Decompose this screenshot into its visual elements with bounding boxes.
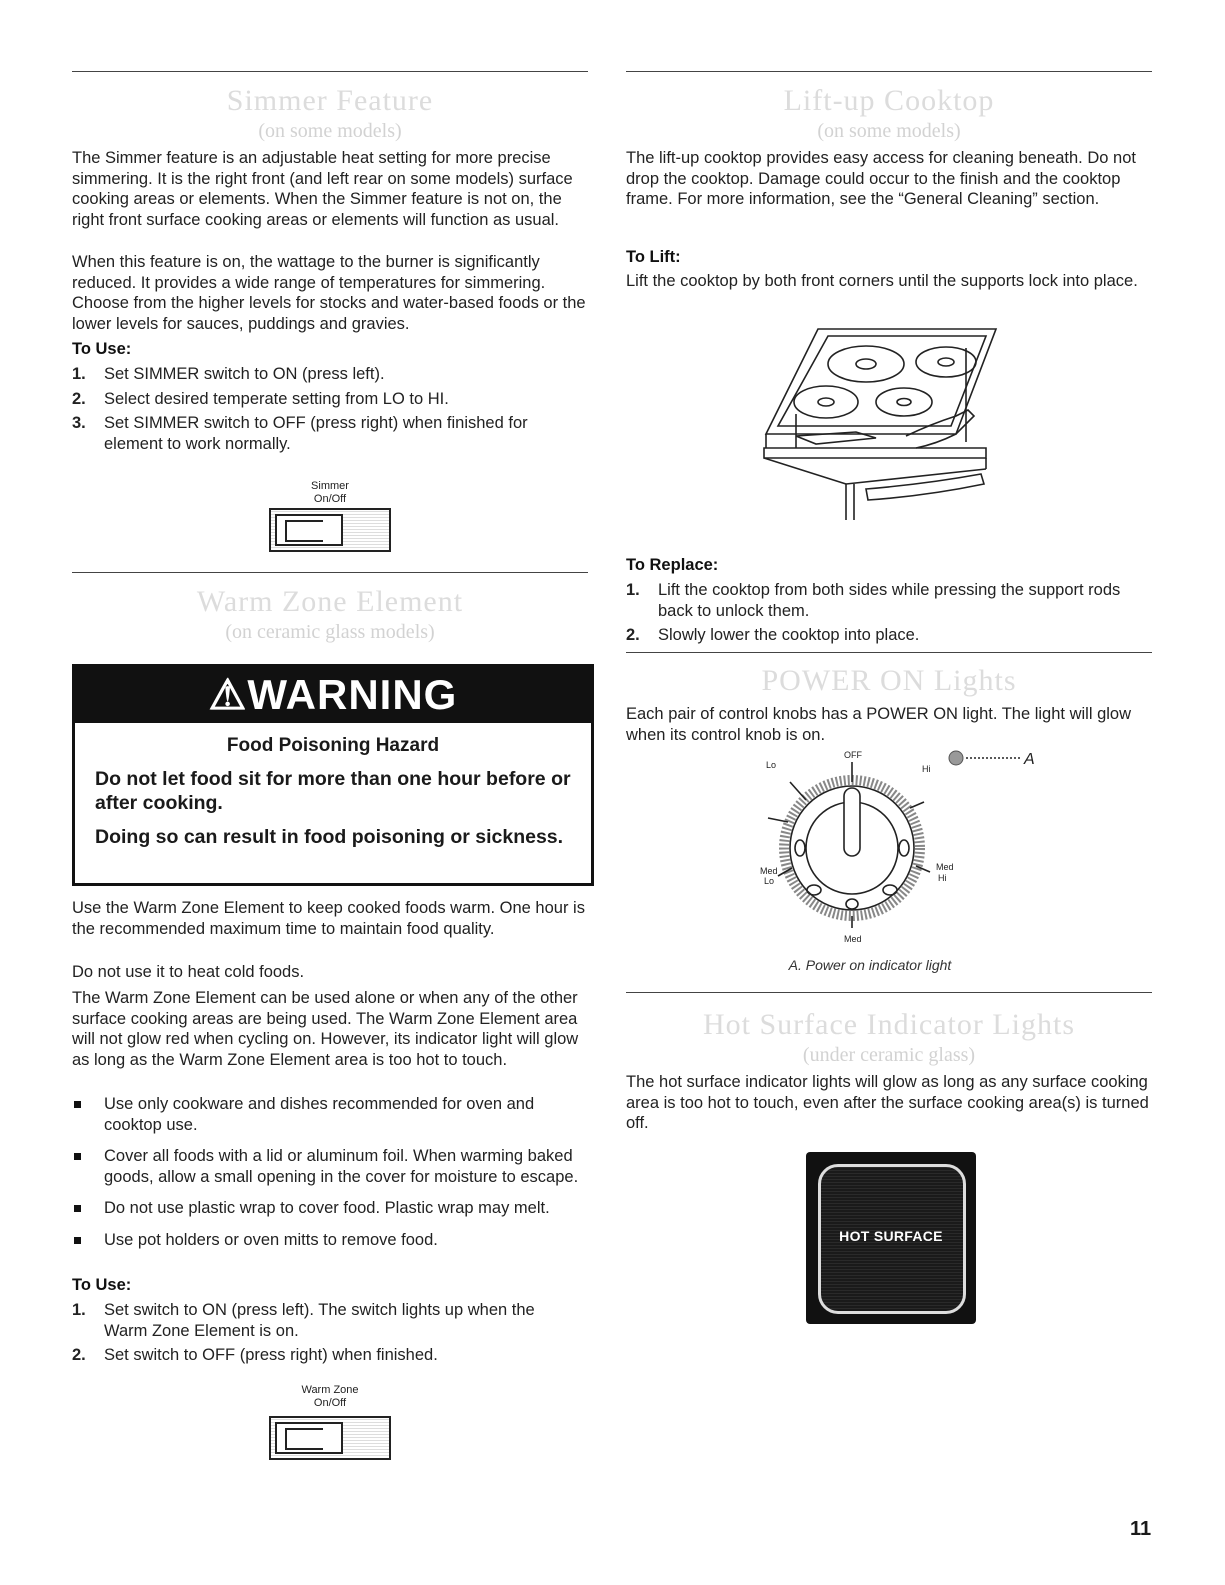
list-item: 1. Set SIMMER switch to ON (press left).	[72, 365, 385, 383]
warning-line-1: Do not let food sit for more than one hour before or after cooking.	[95, 768, 571, 814]
rule-warm-zone	[72, 572, 588, 573]
knob-label-med-hi: Med	[936, 862, 954, 872]
to-lift-heading: To Lift:	[626, 248, 681, 266]
replace-steps	[626, 580, 1152, 650]
hot-surface-paragraph: The hot surface indicator lights will glow as long as any surface cooking area is too hot to touch, even after the surface cooking area(s) is turned off.	[626, 1073, 1149, 1132]
knob-label-med-lo-2: Lo	[764, 876, 775, 886]
warm-paragraph-3: The Warm Zone Element can be used alone or when any of the other surface cooking areas are being used. The Warm Zone Element area will not glow red when cycling on. However, its indicator light will glow as long as the Warm Zone Element area is too hot to touch.	[72, 989, 579, 1069]
rule-hot-surface	[626, 992, 1152, 993]
simmer-paragraph-2: When this feature is on, the wattage to the burner is significantly reduced. It provides a wide range of temperatures for simmering. Choose from the higher levels for stocks and water-based foods or the lower levels for sauces, puddings and gravies.	[72, 253, 586, 333]
hot-surface-title: Hot Surface Indicator Lights	[702, 1008, 1076, 1041]
warm-bullets	[72, 1094, 588, 1261]
simmer-title: Simmer Feature	[226, 84, 434, 117]
warm-zone-subtitle: (on ceramic glass models)	[225, 621, 435, 643]
simmer-steps	[72, 364, 572, 458]
to-replace-heading: To Replace:	[626, 556, 719, 574]
power-on-caption: A. Power on indicator light	[788, 957, 952, 973]
callout-a: A	[1024, 751, 1035, 768]
list-item: 2. Select desired temperate setting from LO to HI.	[72, 389, 449, 408]
hot-surface-label: HOT SURFACE	[839, 1228, 943, 1244]
list-item: 1. Set switch to ON (press left). The switch lights up when the Warm Zone Element is on.	[72, 1301, 535, 1340]
list-item: Do not use plastic wrap to cover food. Plastic wrap may melt.	[72, 1198, 588, 1219]
knob-label-hi: Hi	[922, 764, 931, 774]
knob-label-med-hi-2: Hi	[938, 873, 947, 883]
warm-zone-title: Warm Zone Element	[196, 585, 464, 618]
liftup-title: Lift-up Cooktop	[783, 84, 995, 117]
simmer-to-use-heading: To Use:	[72, 340, 132, 358]
list-item: 1. Lift the cooktop from both sides while pressing the support rods back to unlock them.	[626, 581, 1121, 620]
list-item: 3. Set SIMMER switch to OFF (press right) when finished for element to work normally.	[72, 414, 528, 453]
to-lift-text: Lift the cooktop by both front corners until the supports lock into place.	[626, 272, 1138, 290]
power-on-title: POWER ON Lights	[761, 664, 1017, 697]
rule-power-on	[626, 652, 1152, 653]
warm-switch-label: Warm Zone On/Off	[301, 1384, 359, 1409]
warm-paragraph-2: Do not use it to heat cold foods.	[72, 963, 305, 981]
power-on-paragraph: Each pair of control knobs has a POWER ON light. The light will glow when its control knob is on.	[626, 705, 1131, 744]
page-number: 11	[1130, 1518, 1152, 1540]
top-rule-right	[626, 71, 1152, 72]
power-on-indicator-light	[949, 751, 963, 765]
hot-surface-subtitle: (under ceramic glass)	[802, 1044, 976, 1066]
warning-line-2: Doing so can result in food poisoning or sickness.	[95, 826, 564, 848]
liftup-subtitle: (on some models)	[817, 120, 961, 142]
warning-box	[72, 664, 594, 886]
warm-steps	[72, 1300, 572, 1370]
list-item: Use only cookware and dishes recommended for oven and cooktop use.	[72, 1094, 588, 1135]
hot-surface-indicator-illustration	[806, 1152, 976, 1324]
warm-switch-illustration	[269, 1416, 391, 1460]
knob-label-lo: Lo	[766, 760, 777, 770]
warm-paragraph-1: Use the Warm Zone Element to keep cooked foods warm. One hour is the recommended maximum time to maintain food quality.	[72, 899, 585, 938]
knob-label-off: OFF	[844, 750, 862, 760]
warning-banner: ⚠WARNING	[75, 667, 591, 723]
warm-to-use-heading: To Use:	[72, 1276, 132, 1294]
list-item: 2. Slowly lower the cooktop into place.	[626, 626, 920, 644]
list-item: Cover all foods with a lid or aluminum foil. When warming baked goods, allow a small opening in the cover for moisture to escape.	[72, 1146, 588, 1187]
list-item: 2. Set switch to OFF (press right) when finished.	[72, 1346, 438, 1364]
knob-label-med: Med	[844, 934, 862, 944]
knob-label-med-lo: Med	[760, 866, 778, 876]
simmer-subtitle: (on some models)	[258, 120, 402, 142]
control-knob-illustration	[760, 748, 1050, 958]
list-item: Use pot holders or oven mitts to remove food.	[72, 1230, 588, 1251]
cooktop-lift-illustration	[756, 324, 1006, 524]
simmer-switch-illustration	[269, 508, 391, 552]
warning-hazard: Food Poisoning Hazard	[226, 735, 440, 756]
liftup-paragraph: The lift-up cooktop provides easy access for cleaning beneath. Do not drop the cooktop. Damage could occur to the finish and the cooktop frame. For more information, see the “General Cleaning” section.	[626, 149, 1136, 208]
top-rule-left	[72, 71, 588, 72]
simmer-switch-label: Simmer On/Off	[311, 480, 349, 505]
warning-triangle-icon: ⚠	[208, 671, 248, 718]
simmer-paragraph-1: The Simmer feature is an adjustable heat setting for more precise simmering. It is the right front (and left rear on some models) surface cooking areas or elements. When the Simmer feature is not on, the right front surface cooking areas or elements will function as usual.	[72, 149, 573, 229]
